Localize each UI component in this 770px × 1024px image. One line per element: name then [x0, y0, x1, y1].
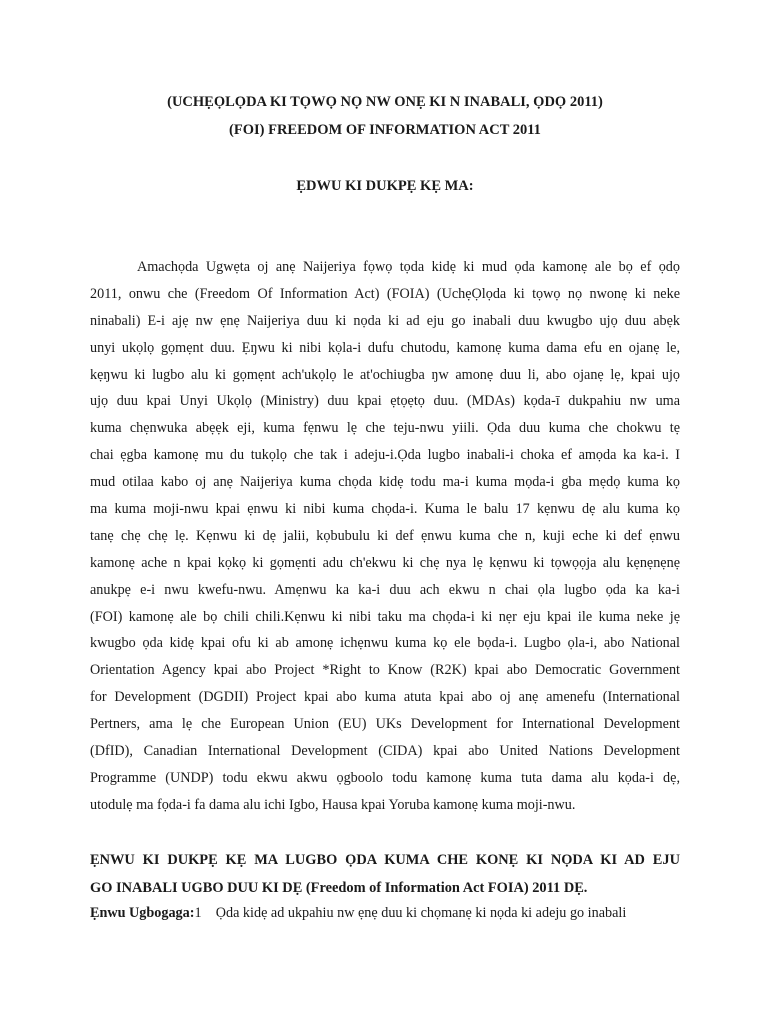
paragraph-line: (DfID), Canadian International Development (CIDA) kpai abo United Nations Development — [90, 743, 680, 760]
paragraph-line: kuma chẹnwuka abẹẹk eji, kuma fẹnwu lẹ che teju-nwu yiili. Ọda duu kuma che chokwu tẹ — [90, 420, 680, 437]
paragraph-line: utodulẹ ma fọda-i fa dama alu ichi Igbo, Hausa kpai Yoruba kamonẹ kuma moji-nwu. — [90, 796, 576, 813]
section-1-text: Ọda kidẹ ad ukpahiu nw ẹnẹ duu ki chọmanẹ ki nọda ki adeju go inabali — [215, 905, 627, 921]
title-line-2: (FOI) FREEDOM OF INFORMATION ACT 2011 — [229, 122, 541, 138]
title-line-1: (UCHẸỌLỌDA KI TỌWỌ NỌ NW ONẸ KI N INABALI, ỌDỌ 2011) — [167, 94, 603, 110]
section-heading — [90, 846, 680, 902]
paragraph-line: Pertners, ama lẹ che European Union (EU) UKs Development for International Development — [90, 716, 680, 733]
paragraph-line: tanẹ chẹ chẹ lẹ. Kẹnwu ki dẹ jalii, kọbubulu ki def ẹnwu kuma che n, kuji eche ki def ẹnwu — [90, 527, 680, 544]
paragraph-line: Amachọda Ugwẹta oj anẹ Naijeriya fọwọ tọda kidẹ ki mud ọda kamonẹ ale bọ ef ọdọ — [137, 259, 680, 275]
paragraph-line: Orientation Agency kpai abo Project *Right to Know (R2K) kpai abo Democratic Government — [90, 662, 680, 679]
paragraph-line: for Development (DGDII) Project kpai abo kuma atuta kpai abo oj anẹ amenefu (International — [90, 689, 680, 706]
subheading: ẸDWU KI DUKPẸ KẸ MA: — [296, 178, 474, 194]
section-1-paragraph — [90, 900, 680, 927]
paragraph-line: ma kuma moji-nwu kpai ẹnwu ki nibi kuma chọda-i. Kuma le balu 17 kẹnwu dẹ alu kuma kọ — [90, 501, 680, 518]
intro-paragraph — [90, 254, 680, 819]
section-heading-line: ẸNWU KI DUKPẸ KẸ MA LUGBO ỌDA KUMA CHE KONẸ KI NỌDA KI AD EJU — [90, 852, 680, 868]
section-heading-line: GO INABALI UGBO DUU KI DẸ (Freedom of Information Act FOIA) 2011 DẸ. — [90, 880, 588, 896]
paragraph-line: kamonẹ ache n kpai kọkọ ki gọmẹnti adu ch'ekwu ki chẹ nya lẹ kẹnwu ki tọwọọja alu kẹnẹnẹnẹ — [90, 554, 680, 571]
paragraph-line: kwugbo ọda kidẹ kpai ofu ki ab amonẹ ichẹnwu kuma kọ ele bọda-i. Lugbo ọla-i, abo National — [90, 635, 680, 652]
paragraph-line: kẹŋwu ki lugbo alu ki gọmẹnt ach'ukọlọ le at'ochiugba ŋw amonẹ duu li, abo ojanẹ lẹ, kpai ujọ — [90, 366, 680, 383]
paragraph-line: mud otilaa kabo oj anẹ Naijeriya kuma chọda kidẹ todu ma-i kuma mọda-i gba mẹdọ kuma kọ — [90, 474, 680, 491]
paragraph-line: Programme (UNDP) todu ekwu akwu ọgboolo todu kamonẹ kuma tuta dama alu kọda-i dẹ, — [90, 769, 680, 786]
paragraph-line: anukpẹ e-i nwu kwefu-nwu. Amẹnwu ka ka-i duu ach ekwu n chai ọla lugbo ọda ka ka-i — [90, 581, 680, 598]
paragraph-line: ujọ duu kpai Unyi Ukọlọ (Ministry) duu kpai ẹtọẹtọ duu. (MDAs) kọda-ī dukpahiu nw uma — [90, 393, 680, 410]
section-1-number: 1 — [194, 905, 202, 921]
section-1-label: Ẹnwu Ugbogaga: — [90, 905, 195, 921]
paragraph-line: (FOI) kamonẹ ale bọ chili chili.Kẹnwu ki nibi taku ma chọda-i ki nẹr eju kpai ile kuma neke jẹ — [90, 608, 680, 625]
paragraph-line: unyi ukọlọ gọmẹnt duu. Ẹŋwu ki nibi kọla-i dufu chutodu, kamonẹ kuma dama efu en ojanẹ le, — [90, 339, 680, 356]
paragraph-line: chai ẹgba kamonẹ mu du tukọlọ che tak i adeju-i.Ọda lugbo inabali-i choka ef amọda ka ka-i. I — [90, 447, 680, 464]
section-1-line — [90, 900, 680, 927]
paragraph-line: ninabali) E-i ajẹ nw ẹnẹ Naijeriya duu ki nọda ki ad eju go inabali duu kwugbo ujọ duu abẹk — [90, 312, 680, 329]
paragraph-line: 2011, onwu che (Freedom Of Information Act) (FOIA) (UchẹỌlọda ki tọwọ nọ nwonẹ ki neke — [90, 285, 680, 302]
